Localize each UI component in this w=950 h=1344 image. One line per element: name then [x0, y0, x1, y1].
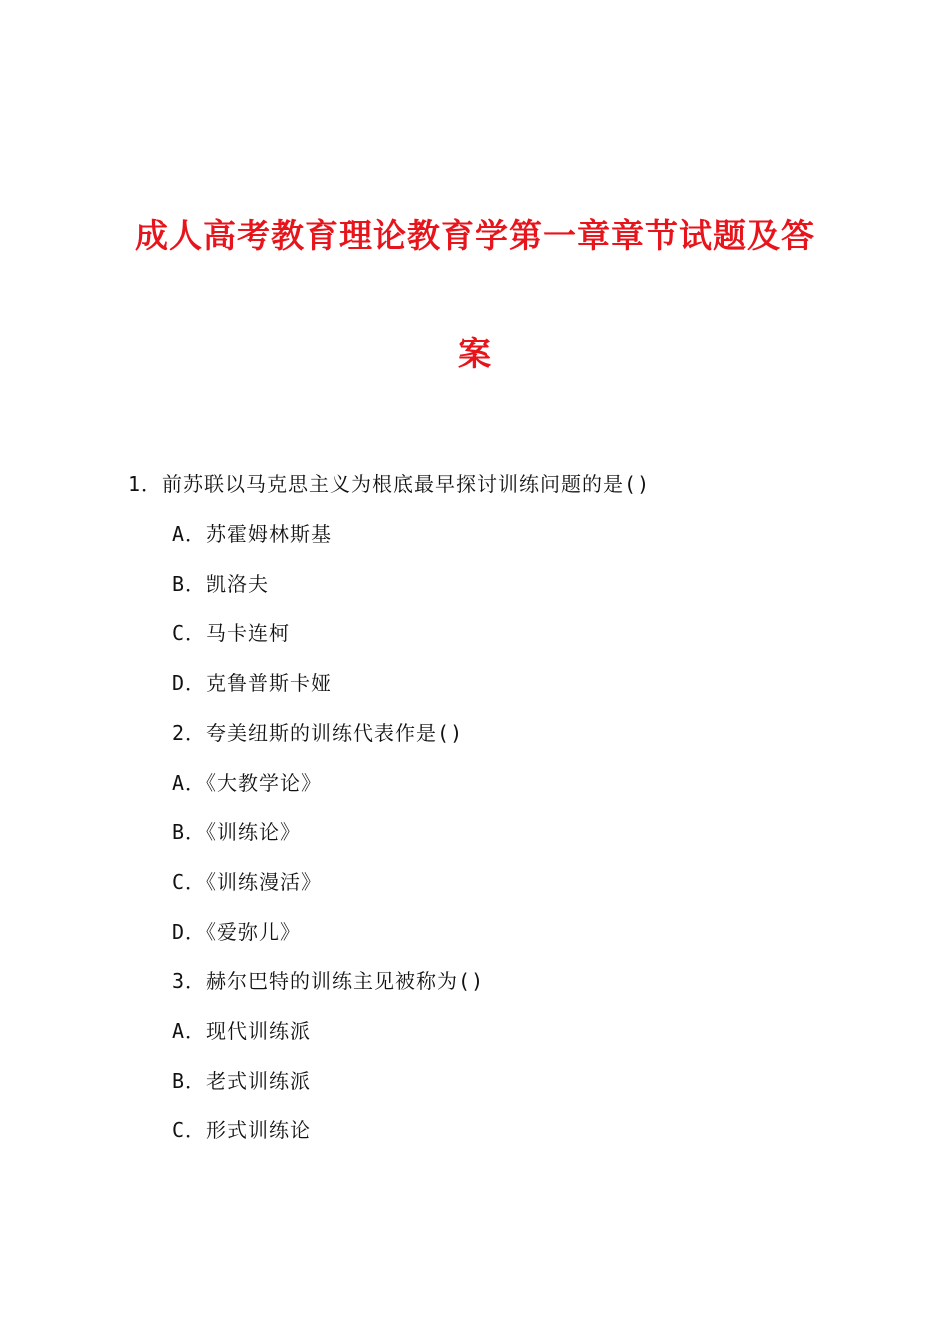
document-title-continuation: 案 — [458, 334, 492, 373]
question-2-option-b: B．《训练论》 — [172, 820, 302, 844]
question-3-option-b: B．老式训练派 — [172, 1069, 312, 1093]
question-1-option-d: D．克鲁普斯卡娅 — [172, 671, 333, 695]
question-3: 3．赫尔巴特的训练主见被称为() — [172, 969, 485, 993]
question-3-option-c: C．形式训练论 — [172, 1118, 312, 1142]
question-1-option-b: B．凯洛夫 — [172, 572, 270, 596]
question-2-option-d: D．《爱弥儿》 — [172, 920, 302, 944]
question-2: 2．夸美纽斯的训练代表作是() — [172, 721, 464, 745]
question-2-option-c: C．《训练漫活》 — [172, 870, 323, 894]
question-2-option-a: A．《大教学论》 — [172, 771, 323, 795]
question-1: 1．前苏联以马克思主义为根底最早探讨训练问题的是() — [128, 472, 651, 496]
question-1-option-a: A．苏霍姆林斯基 — [172, 522, 333, 546]
question-1-option-c: C．马卡连柯 — [172, 621, 291, 645]
document-title: 成人高考教育理论教育学第一章章节试题及答 — [135, 216, 815, 255]
question-3-option-a: A．现代训练派 — [172, 1019, 312, 1043]
